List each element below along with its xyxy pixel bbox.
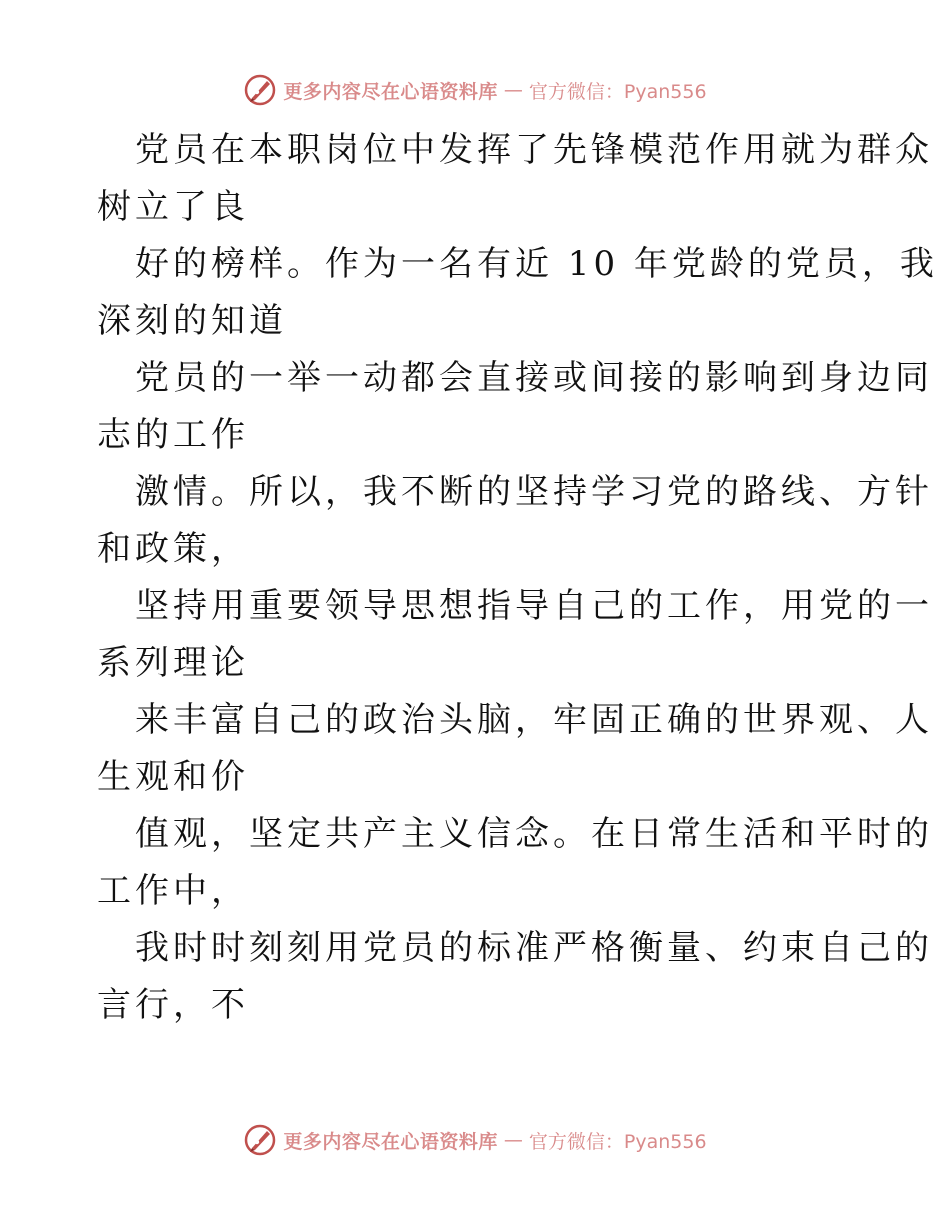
text-line: 我时时刻刻用党员的标准严格衡量、约束自己的 [135, 928, 933, 968]
text-line: 和政策， [97, 529, 249, 569]
header-banner [0, 70, 950, 110]
banner-text: 更多内容尽在心语资料库 [283, 1130, 498, 1153]
banner-separator: — [503, 79, 523, 101]
quill-pen-icon [243, 73, 277, 107]
text-line: 坚持用重要领导思想指导自己的工作，用党的一 [135, 586, 933, 626]
banner-text: 更多内容尽在心语资料库 [283, 80, 498, 103]
text-line: 树立了良 [97, 187, 249, 227]
text-line: 来丰富自己的政治头脑，牢固正确的世界观、人 [135, 700, 933, 740]
banner-separator: — [503, 1129, 523, 1151]
text-line: 党员的一举一动都会直接或间接的影响到身边同 [135, 358, 933, 398]
text-line: 深刻的知道 [97, 301, 287, 341]
quill-pen-icon [243, 1123, 277, 1157]
text-line: 激情。所以，我不断的坚持学习党的路线、方针 [135, 472, 933, 512]
text-line: 系列理论 [97, 643, 249, 683]
text-line: 生观和价 [97, 757, 249, 797]
text-line: 值观，坚定共产主义信念。在日常生活和平时的 [135, 814, 933, 854]
text-line: 言行，不 [97, 985, 249, 1025]
text-line: 工作中， [97, 871, 249, 911]
text-line: 志的工作 [97, 415, 249, 455]
banner-wechat: 官方微信：Pyan556 [528, 80, 707, 103]
body-text [97, 122, 938, 1034]
text-line: 党员在本职岗位中发挥了先锋模范作用就为群众 [135, 130, 933, 170]
text-line: 好的榜样。作为一名有近 10 年党龄的党员，我 [135, 244, 938, 284]
footer-banner [0, 1120, 950, 1160]
banner-wechat: 官方微信：Pyan556 [528, 1130, 707, 1153]
